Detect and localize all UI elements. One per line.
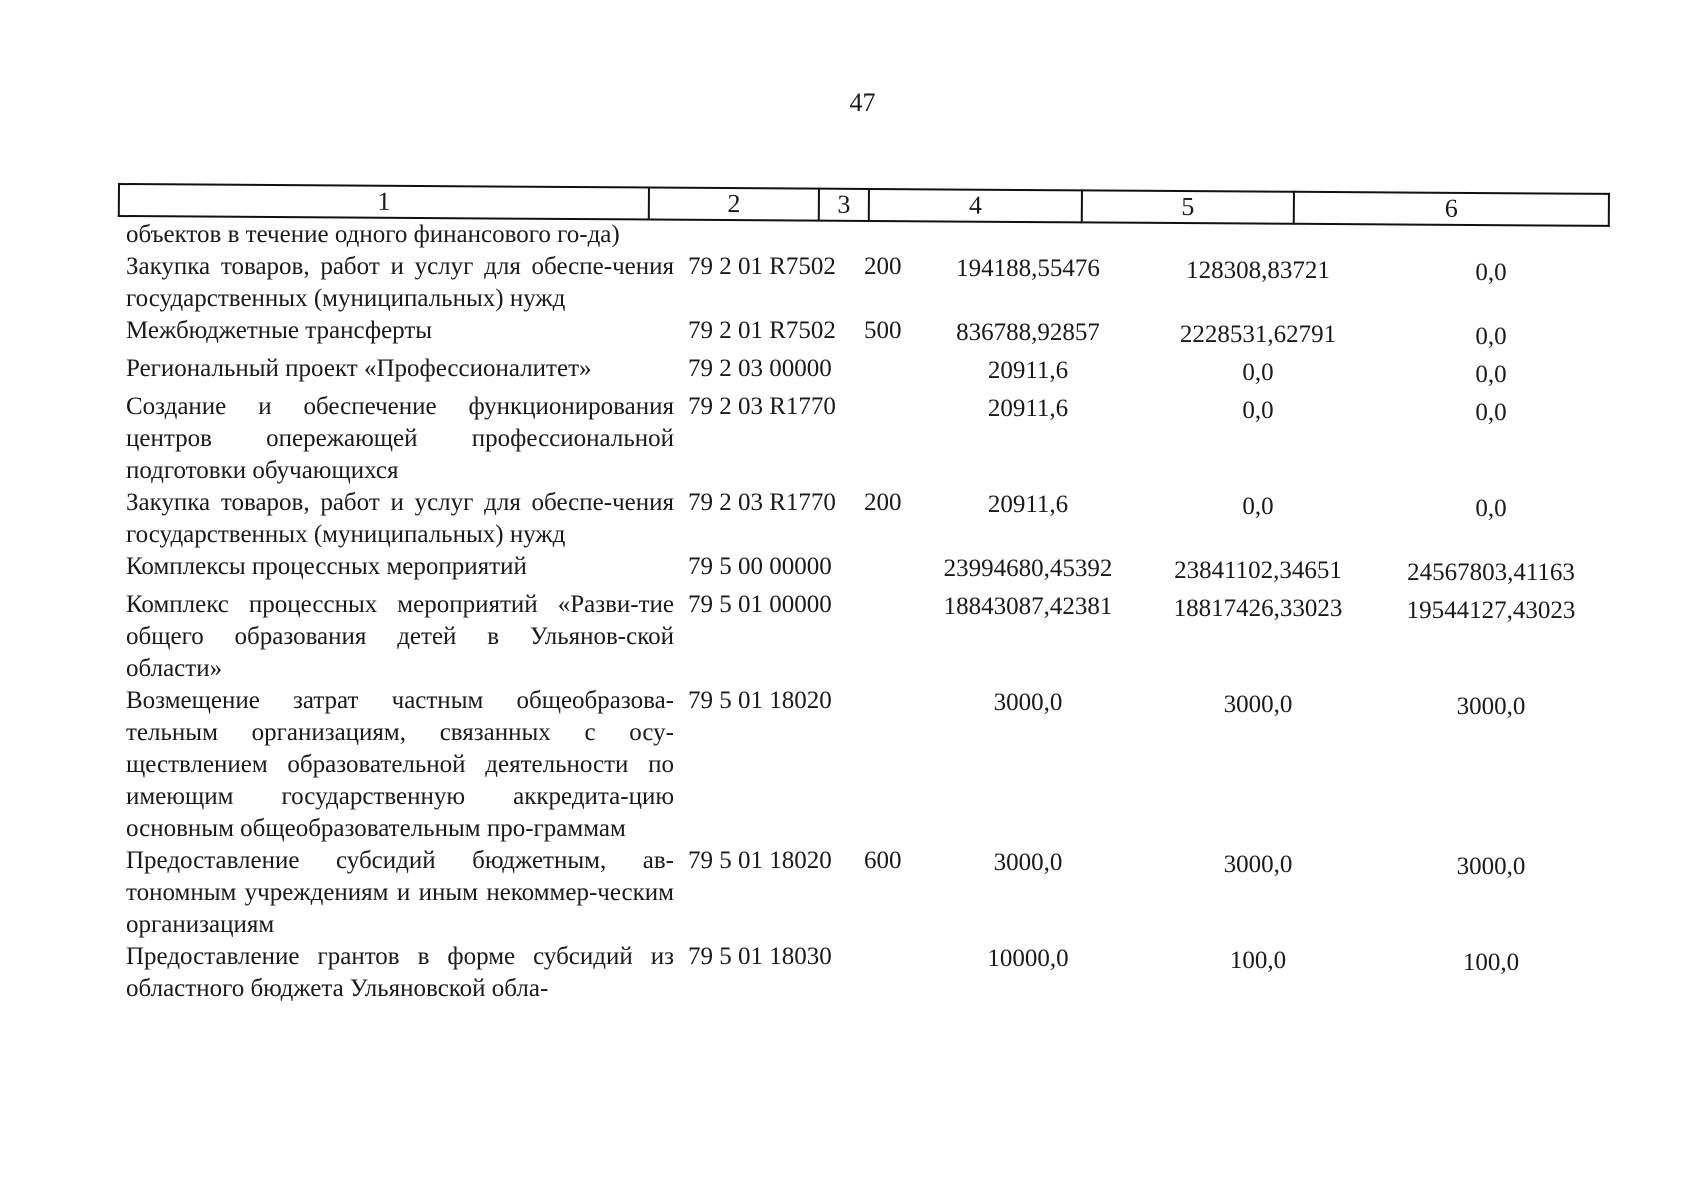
row-value-col4: 18843087,42381 [943, 593, 1113, 620]
row-value-col5: 3000,0 [1223, 851, 1293, 878]
table-row [118, 941, 1608, 1005]
row-value-col6: 3000,0 [1456, 693, 1526, 720]
row-value-col6: 0,0 [1475, 495, 1507, 522]
row-code: 79 2 03 R1770 [688, 393, 836, 420]
row-value-col5: 128308,83721 [1186, 257, 1330, 284]
table-row [118, 315, 1608, 353]
row-name: Возмещение затрат частным общеобразова-тельным организациям, связанных с осу-ществлением образовательной деятельности по имеющим государственную аккредита-цию основным общеобразовательным про-граммам [126, 687, 674, 842]
row-type: 600 [864, 847, 902, 874]
row-value-col4: 23994680,45392 [943, 555, 1113, 582]
row-value-col6: 100,0 [1462, 949, 1520, 976]
row-value-col5: 23841102,34651 [1174, 557, 1342, 584]
header-col-5: 5 [1082, 190, 1294, 223]
row-value-col4 [914, 219, 1142, 221]
row-value-col5: 100,0 [1229, 947, 1287, 974]
row-type: 200 [864, 253, 902, 280]
row-code: 79 5 00 00000 [688, 553, 832, 580]
table-row [118, 845, 1608, 941]
row-value-col6: 3000,0 [1456, 853, 1526, 880]
row-value-col4: 20911,6 [987, 357, 1069, 384]
table-row [118, 685, 1608, 845]
header-col-6: 6 [1294, 192, 1609, 226]
page-number: 47 [849, 88, 876, 117]
row-code: 79 2 03 R1770 [688, 489, 836, 516]
table-body [118, 219, 1608, 1005]
row-value-col4: 20911,6 [987, 491, 1069, 518]
header-col-1: 1 [119, 184, 649, 220]
row-value-col5: 18817426,33023 [1173, 595, 1343, 622]
row-name: Предоставление грантов в форме субсидий из областного бюджета Ульяновской обла- [126, 943, 674, 1002]
row-name: Комплексы процессных мероприятий [126, 553, 527, 580]
header-col-3: 3 [819, 189, 869, 221]
row-value-col4: 10000,0 [987, 945, 1069, 972]
row-name: Региональный проект «Профессионалитет» [126, 355, 592, 382]
table-row [118, 353, 1608, 391]
row-value-col5: 0,0 [1242, 359, 1274, 386]
row-value-col4: 836788,92857 [956, 319, 1100, 346]
row-name: Создание и обеспечение функционирования центров опережающей профессиональной подготовки обучающихся [126, 393, 674, 484]
row-code: 79 2 01 R7502 [688, 253, 836, 280]
table-row [118, 589, 1608, 685]
row-value-col6 [1374, 219, 1608, 225]
row-value-col5: 3000,0 [1223, 691, 1293, 718]
row-code: 79 5 01 00000 [688, 591, 832, 618]
header-col-4: 4 [869, 189, 1082, 222]
row-code: 79 5 01 18030 [688, 943, 832, 970]
row-value-col5: 0,0 [1242, 493, 1274, 520]
table-row [118, 391, 1608, 487]
row-value-col5 [1142, 219, 1374, 223]
row-value-col6: 0,0 [1475, 361, 1507, 388]
budget-table [118, 183, 1608, 1002]
row-value-col4: 3000,0 [993, 689, 1063, 716]
row-value-col4: 3000,0 [993, 849, 1063, 876]
row-name: Комплекс процессных мероприятий «Разви-тие общего образования детей в Ульянов-ской области» [126, 591, 674, 682]
row-code: 79 2 03 00000 [688, 355, 832, 382]
row-name: Закупка товаров, работ и услуг для обеспе-чения государственных (муниципальных) нужд [126, 489, 674, 548]
row-code: 79 5 01 18020 [688, 687, 832, 714]
row-value-col6: 0,0 [1475, 323, 1507, 350]
row-code: 79 5 01 18020 [688, 847, 832, 874]
row-code: 79 2 01 R7502 [688, 317, 836, 344]
row-value-col6: 0,0 [1475, 259, 1507, 286]
row-value-col4: 194188,55476 [956, 255, 1100, 282]
row-value-col6: 0,0 [1475, 399, 1507, 426]
table-row [118, 551, 1608, 589]
table-row [118, 487, 1608, 551]
row-value-col6: 19544127,43023 [1406, 597, 1576, 624]
header-col-2: 2 [649, 188, 819, 221]
row-name: объектов в течение одного финансового го-да) [126, 221, 620, 248]
row-name: Закупка товаров, работ и услуг для обеспе-чения государственных (муниципальных) нужд [126, 253, 674, 312]
row-type: 500 [864, 317, 902, 344]
row-value-col5: 2228531,62791 [1179, 321, 1337, 348]
row-name: Межбюджетные трансферты [126, 317, 433, 344]
table-row [118, 219, 1608, 251]
row-name: Предоставление субсидий бюджетным, ав-тономным учреждениям и иным некоммер-ческим организациям [126, 847, 674, 938]
row-type: 200 [864, 489, 902, 516]
row-value-col5: 0,0 [1242, 397, 1274, 424]
row-value-col6: 24567803,41163 [1407, 559, 1575, 586]
table-row [118, 251, 1608, 315]
row-value-col4: 20911,6 [987, 395, 1069, 422]
